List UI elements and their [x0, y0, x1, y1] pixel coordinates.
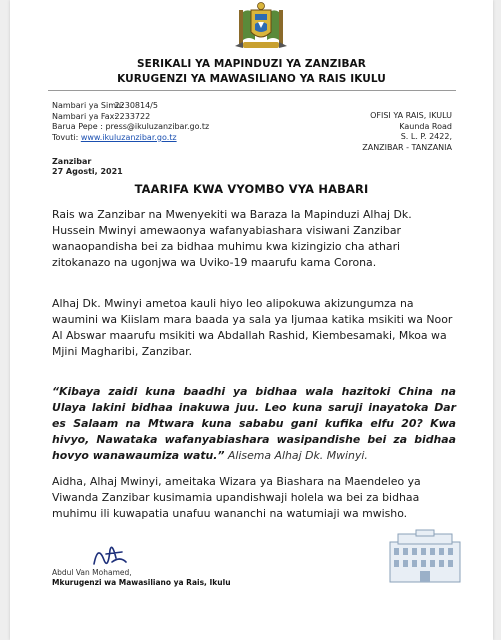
- paragraph-2: Alhaj Dk. Mwinyi ametoa kauli hiyo leo alipokuwa akizungumza na waumini wa Kiislam mara baada ya sala ya Ijumaa katika msikiti wa Noor Al Abswar maarufu msikiti wa Abdallah Rashid, Kiembesamaki, Mkoa wa Mjini Magharibi, Zanzibar.: [52, 297, 453, 359]
- website-row: [52, 133, 209, 144]
- state-house-building-icon: [384, 528, 466, 586]
- place-date-block: [52, 157, 123, 177]
- fax-value: 2233722: [114, 111, 151, 121]
- phone-label: Nambari ya Simu:: [52, 101, 124, 110]
- address-line-1: OFISI YA RAIS, IKULU: [370, 111, 452, 120]
- quote-attribution: Alisema Alhaj Dk. Mwinyi.: [224, 449, 368, 463]
- document-page: [10, 0, 493, 640]
- address-line-4: ZANZIBAR - TANZANIA: [362, 142, 452, 152]
- address-line-3: S. L. P. 2422,: [400, 132, 452, 142]
- fax-row: [52, 112, 209, 123]
- quote-text: “Kibaya zaidi kuna baadhi ya bidhaa wala hazitoki China na Ulaya lakini bidhaa inakuwa juu. Leo kuna saruji inayatoka Dar es Salaam na Mtwara kuna sababu gani kufika elfu 20? Kwa hivyo, Nawataka wafanyabiashara wasipandishe bei za bidhaa hovyo wanawaumiza watu.”: [52, 385, 456, 463]
- email-value: press@ikuluzanzibar.go.tz: [105, 122, 210, 132]
- government-name: SERIKALI YA MAPINDUZI YA ZANZIBAR: [137, 58, 366, 70]
- email-label: Barua Pepe :: [52, 122, 103, 132]
- directorate-name: KURUGENZI YA MAWASILIANO YA RAIS IKULU: [117, 73, 386, 85]
- paragraph-1: Rais wa Zanzibar na Mwenyekiti wa Baraza la Mapinduzi Alhaj Dk. Hussein Mwinyi amewaonya wafanyabiashara visiwani Zanzibar wanaopandisha bei za bidhaa muhimu kwa kizingizio cha athari zitokanazo na ugonjwa wa Uviko-19 maarufu kama Corona.: [52, 208, 412, 270]
- phone-value: 2230814/5: [114, 101, 158, 110]
- paragraph-4: Aidha, Alhaj Mwinyi, ameitaka Wizara ya Biashara na Maendeleo ya Viwanda Zanzibar kusimamia upandishwaji holela wa bei za bidhaa muhimu ili kuwapatia unafuu wananchi na watumiaji wa mwisho.: [52, 475, 421, 521]
- contact-block: [52, 101, 209, 143]
- phone-row: [52, 101, 209, 112]
- paragraph-3-quote: [52, 384, 456, 464]
- handwritten-signature-icon: [90, 540, 130, 570]
- address-line-2: Kaunda Road: [399, 121, 452, 131]
- office-address: [362, 111, 452, 153]
- website-label: Tovuti:: [52, 132, 79, 142]
- document-title: TAARIFA KWA VYOMBO VYA HABARI: [134, 182, 369, 196]
- email-row: [52, 122, 209, 133]
- zanzibar-coat-of-arms-icon: [229, 2, 293, 52]
- place-text: Zanzibar: [52, 157, 92, 166]
- signer-title: Mkurugenzi wa Mawasiliano ya Rais, Ikulu: [52, 578, 231, 587]
- date-text: 27 Agosti, 2021: [52, 167, 123, 176]
- fax-label: Nambari ya Fax:: [52, 111, 118, 121]
- header-divider: [48, 90, 456, 91]
- signer-name: Abdul Van Mohamed,: [52, 568, 132, 577]
- website-link[interactable]: www.ikuluzanzibar.go.tz: [80, 132, 177, 142]
